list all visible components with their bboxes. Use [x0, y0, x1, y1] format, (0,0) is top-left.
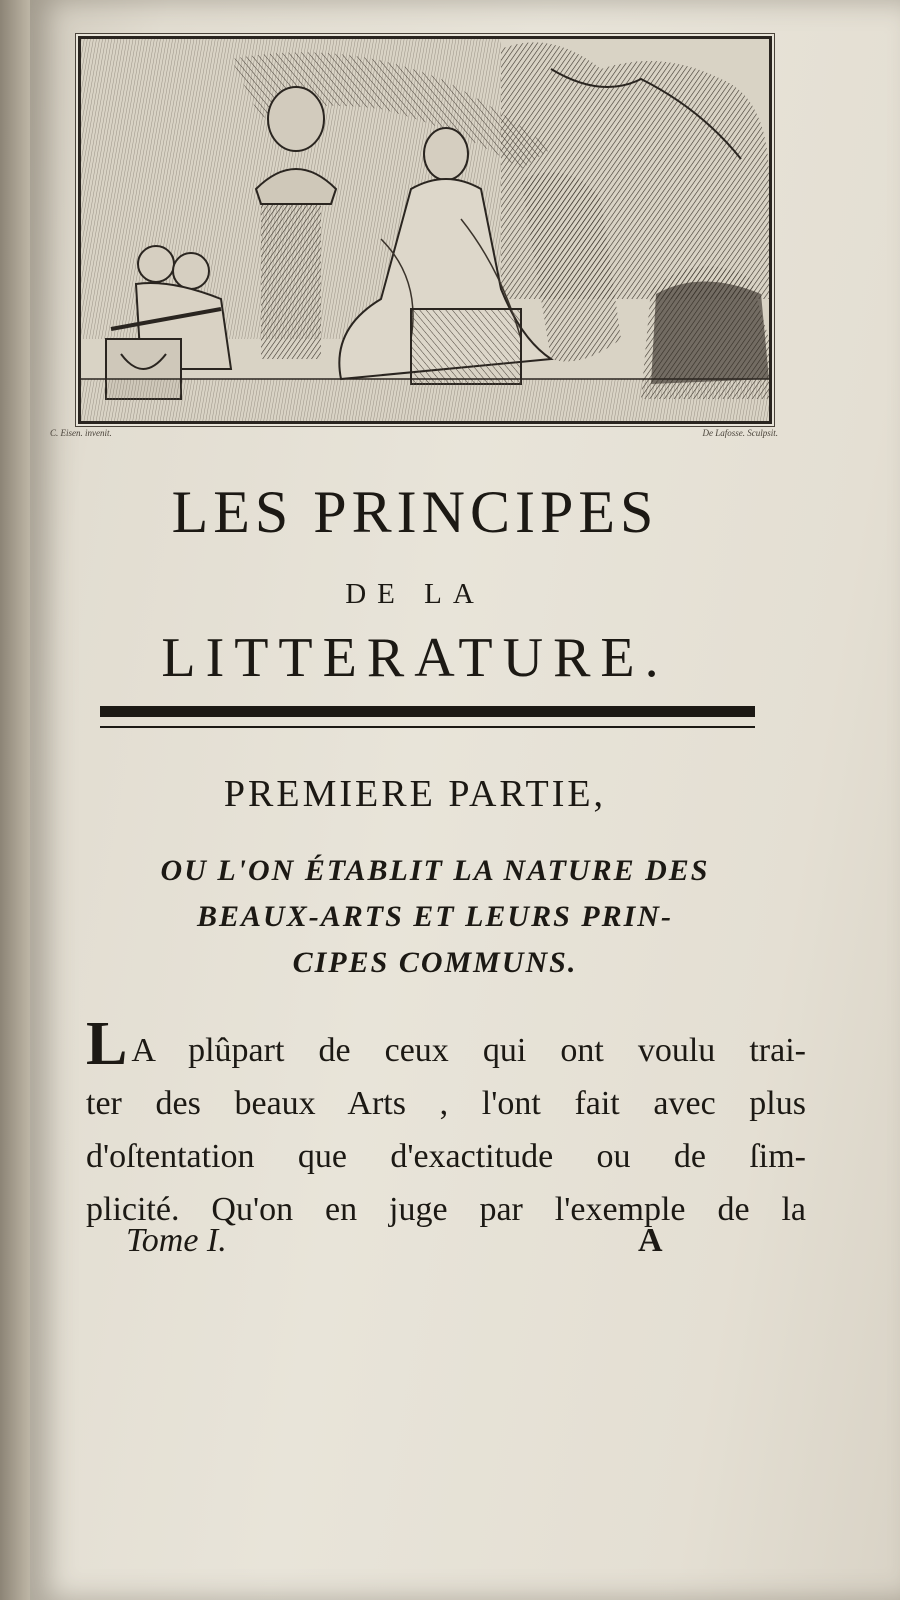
- subtitle-line: CIPES COMMUNS.: [292, 946, 578, 979]
- book-page: [30, 0, 900, 1600]
- engraving-credit-engraver: De Lafosse. Sculpsit.: [702, 428, 778, 438]
- drop-cap: L: [86, 1010, 128, 1078]
- body-line-text: A plûpart de ceux qui ont voulu trai-: [131, 1032, 806, 1069]
- engraving-credit-designer: C. Eisen. invenit.: [50, 428, 112, 438]
- title-line-2: DE LA: [345, 578, 485, 610]
- body-text: [86, 1010, 806, 1236]
- subtitle-line: OU L'ON ÉTABLIT LA NATURE DES: [160, 854, 710, 887]
- signature-mark: A: [638, 1222, 663, 1259]
- body-line: d'oſtentation que d'exactitude ou de ſim-: [86, 1138, 806, 1175]
- subtitle-line: BEAUX-ARTS ET LEURS PRIN-: [197, 900, 673, 933]
- divider-rule-thin: [100, 726, 755, 728]
- body-line: ter des beaux Arts , l'ont fait avec plus: [86, 1085, 806, 1122]
- engraving-illustration: [81, 39, 769, 421]
- volume-label: Tome I.: [126, 1222, 227, 1259]
- frontispiece-engraving: [78, 36, 772, 424]
- body-line: plicité. Qu'on en juge par l'exemple de la: [86, 1191, 806, 1228]
- part-subtitle: [90, 848, 780, 986]
- title-line-1: LES PRINCIPES: [171, 479, 659, 545]
- divider-rule-thick: [100, 706, 755, 717]
- part-heading: PREMIERE PARTIE,: [223, 773, 607, 815]
- body-line: [86, 1010, 806, 1078]
- title-line-3: LITTERATURE.: [161, 627, 669, 689]
